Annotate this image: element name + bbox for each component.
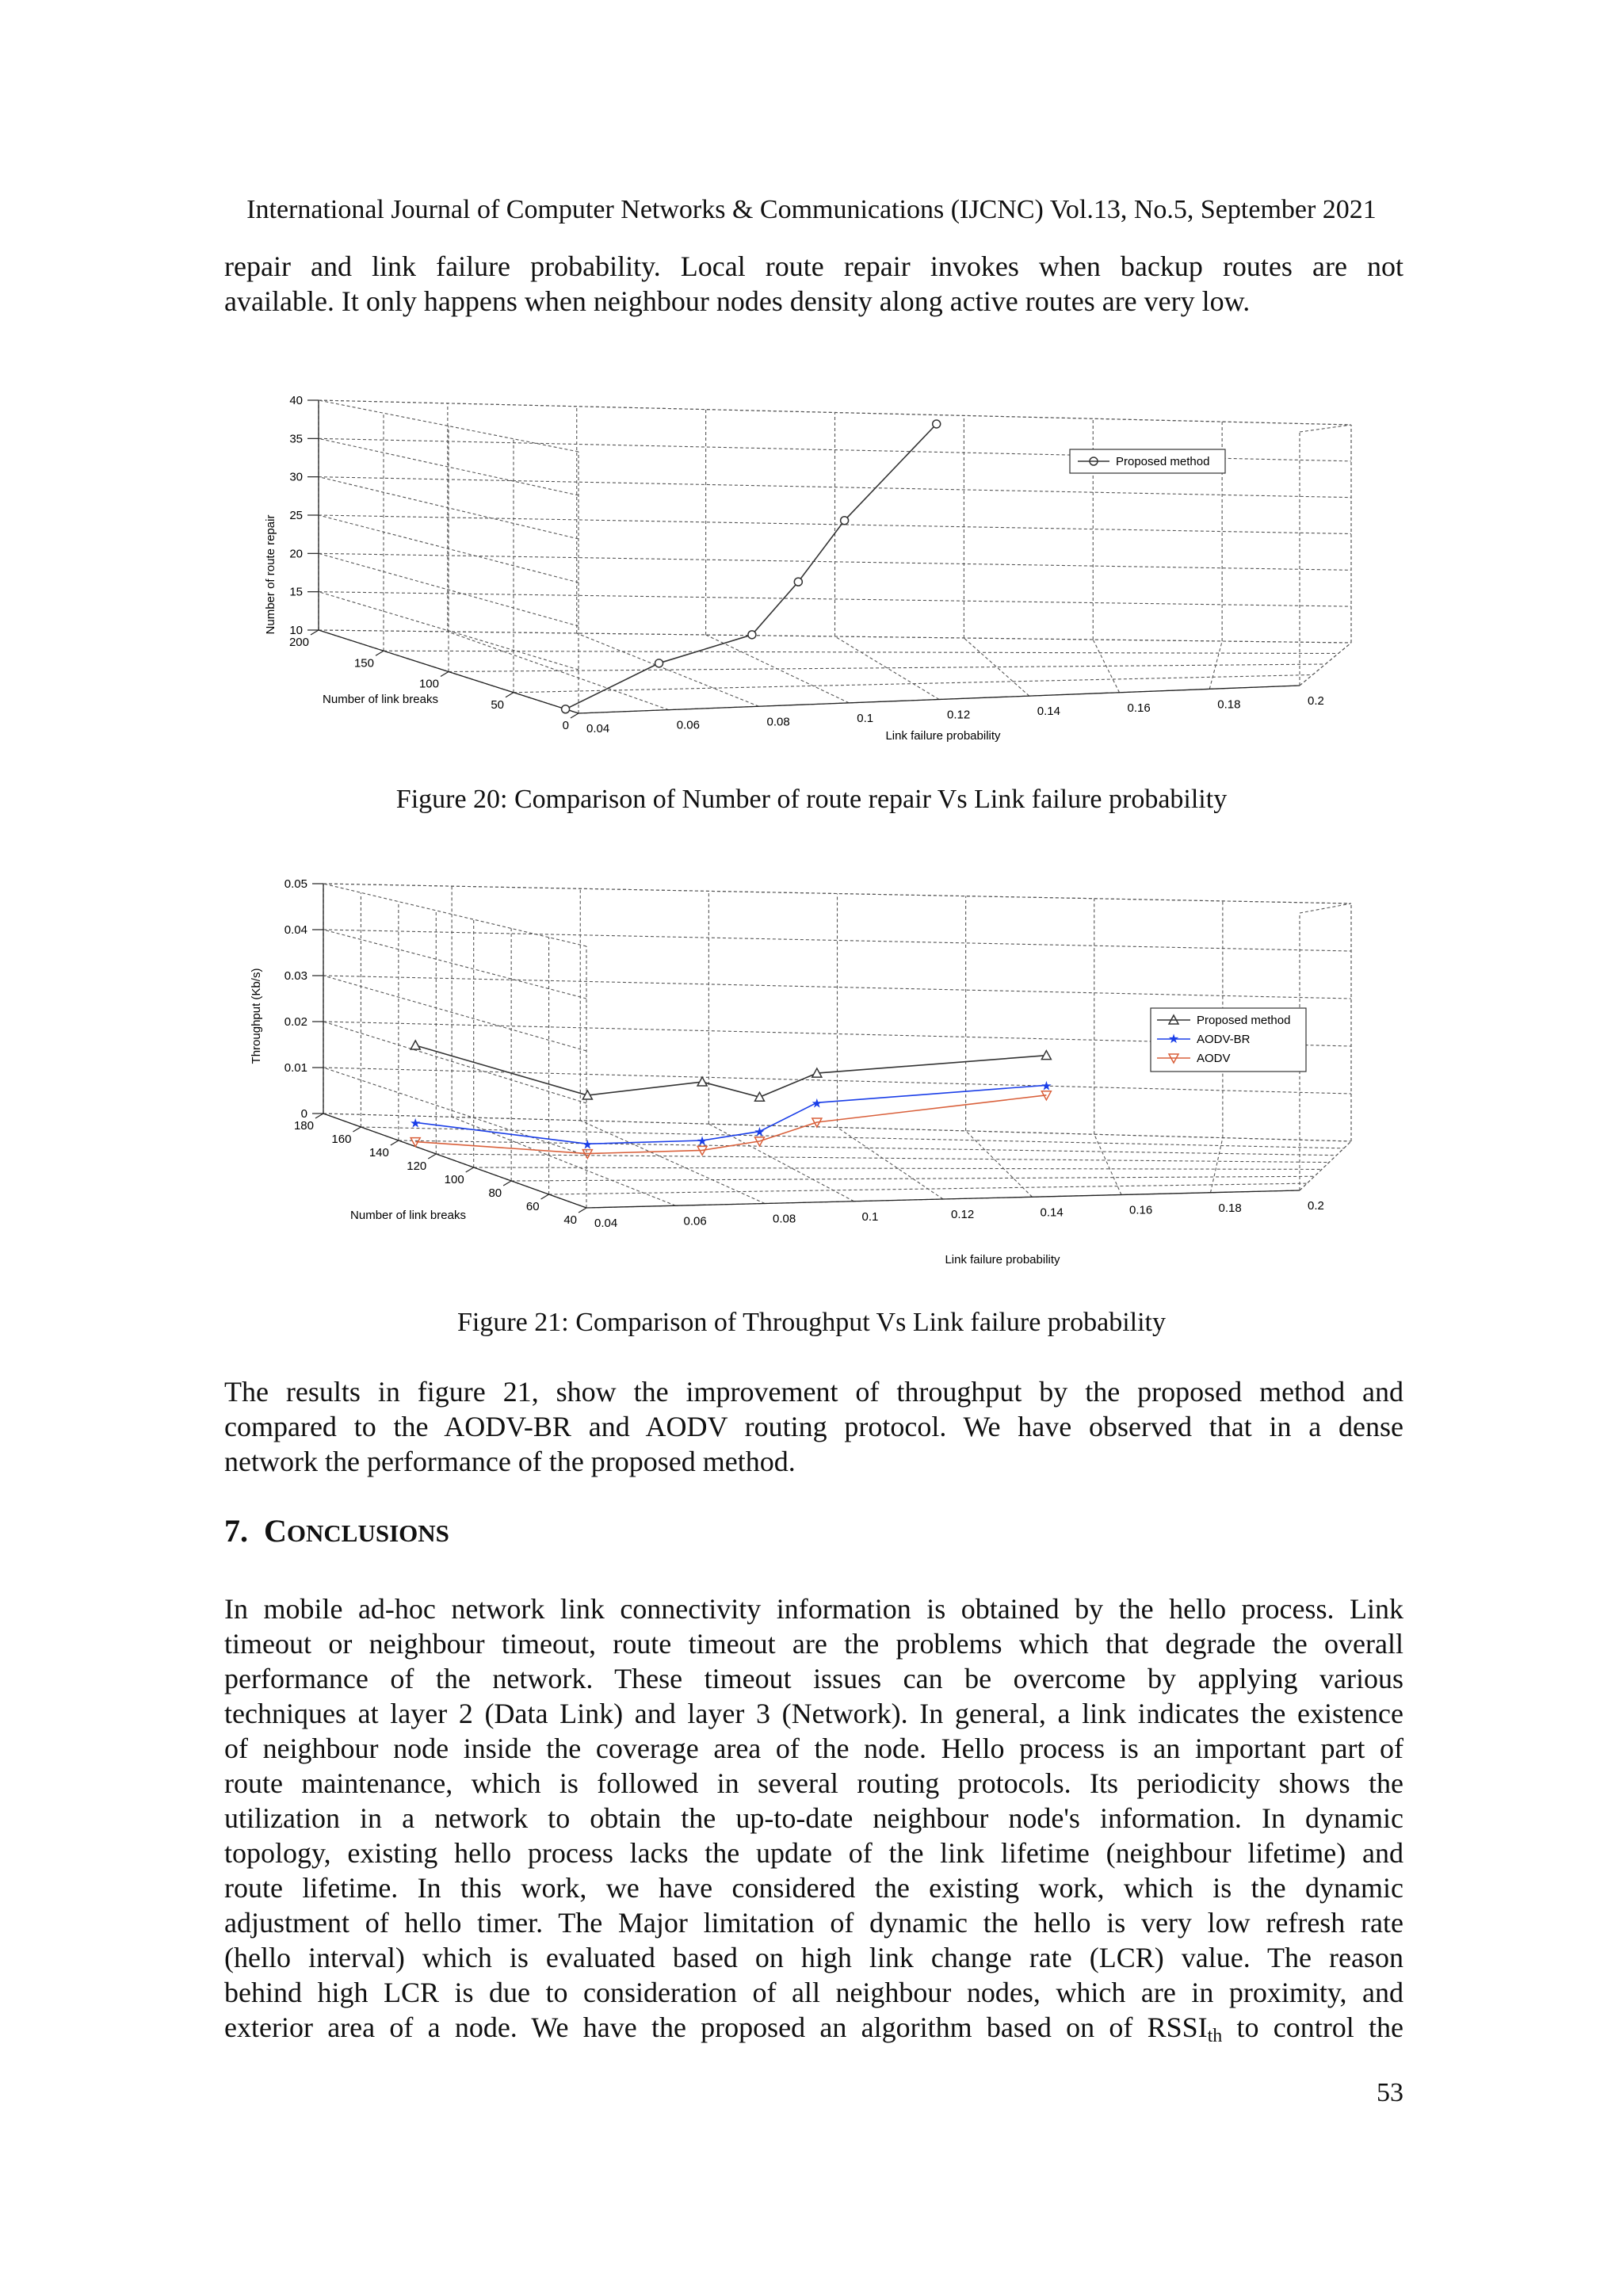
series [410, 1041, 1052, 1159]
data-point [562, 705, 570, 713]
x-tick-label: 0.1 [857, 711, 874, 725]
section-title-initial: C [264, 1513, 287, 1549]
figure-21-chart [246, 850, 1403, 1278]
z-tick-label: 0.03 [284, 969, 307, 983]
z-tick-label: 10 [289, 624, 303, 637]
tick-labels [289, 394, 1324, 735]
x-axis-line [579, 686, 1300, 713]
z-axis-label: Throughput (Kb/s) [250, 968, 263, 1064]
figure-20-caption: Figure 20: Comparison of Number of route repair Vs Link failure probability [395, 785, 1228, 814]
results-line: compared to the AODV-BR and AODV routing protocol. We have observed that in a dense [224, 1411, 1403, 1442]
data-point: ★ [811, 1097, 823, 1111]
data-point [655, 659, 663, 667]
x-tick-label: 0.16 [1129, 1203, 1153, 1217]
z-tick-label: 0.04 [284, 923, 307, 937]
series-line [415, 1085, 1046, 1144]
section-title-rest: ONCLUSIONS [286, 1519, 449, 1547]
z-tick-label: 15 [289, 585, 303, 599]
intro-paragraph [224, 249, 1403, 319]
y-tick [441, 672, 449, 677]
y-tick-label: 40 [563, 1213, 577, 1227]
results-paragraph [224, 1374, 1403, 1479]
y-tick-label: 80 [488, 1186, 502, 1200]
intro-line: repair and link failure probability. Local route repair invokes when backup routes are not [224, 250, 1403, 282]
x-tick-label: 0.04 [594, 1217, 618, 1230]
x-grid-floor [964, 638, 1029, 696]
y-tick [571, 713, 579, 718]
conclusion-line: In mobile ad-hoc network link connectivity information is obtained by the hello process. Link [224, 1593, 1403, 1625]
y-tick [353, 1127, 361, 1132]
conclusion-line: route maintenance, which is followed in several routing protocols. Its periodicity shows the [224, 1767, 1403, 1799]
y-tick [311, 630, 319, 635]
x-tick-label: 0.06 [683, 1214, 707, 1228]
section-number: 7. [224, 1513, 248, 1549]
x-tick-label: 0.12 [951, 1208, 975, 1221]
conclusion-line: techniques at layer 2 (Data Link) and layer 3 (Network). In general, a link indicates the existence [224, 1698, 1403, 1729]
z-grid-left [323, 884, 586, 946]
y-tick-label: 100 [418, 677, 439, 691]
y-axis-label: Number of link breaks [350, 1209, 466, 1222]
y-tick [315, 1114, 323, 1118]
series-line [415, 1045, 1046, 1097]
x-tick-label: 0.18 [1217, 697, 1241, 712]
top-right-edge [1300, 425, 1351, 432]
data-point [933, 420, 941, 428]
y-grid-floor [399, 1140, 1337, 1156]
figure-21-caption: Figure 21: Comparison of Throughput Vs Link failure probability [457, 1308, 1166, 1337]
y-tick [506, 693, 514, 697]
z-tick-label: 0 [300, 1107, 307, 1121]
subscript: th [1207, 2026, 1223, 2046]
y-grid-floor [474, 1167, 1322, 1169]
y-tick-label: 0 [562, 719, 569, 732]
y-tick [579, 1208, 586, 1213]
data-point [697, 1077, 707, 1086]
x-tick-label: 0.08 [773, 1212, 796, 1226]
top-back-edge [319, 400, 1351, 425]
z-tick-label: 0.02 [284, 1015, 307, 1029]
conclusion-paragraph [224, 1591, 1403, 2053]
y-grid-floor [361, 1127, 1343, 1148]
data-point: ★ [582, 1138, 594, 1152]
legend-label-proposed: Proposed method [1197, 1014, 1291, 1027]
z-grid-back [319, 592, 1351, 607]
conclusion-line: adjustment of hello timer. The Major limitation of dynamic the hello is very low refresh rate [224, 1907, 1403, 1939]
data-point [841, 517, 849, 525]
z-tick-label: 25 [289, 509, 303, 522]
y-tick [428, 1154, 436, 1159]
z-tick-label: 0.05 [284, 877, 307, 891]
data-point: ★ [696, 1135, 708, 1149]
x-grid-floor [580, 1121, 765, 1204]
conclusion-line: utilization in a network to obtain the up-to-date neighbour node's information. In dynamic [224, 1802, 1403, 1834]
data-point [1041, 1051, 1051, 1060]
y-tick-label: 140 [369, 1146, 389, 1159]
conclusion-line: performance of the network. These timeout issues can be overcome by applying various [224, 1663, 1403, 1694]
results-line: The results in figure 21, show the improvement of throughput by the proposed method and [224, 1376, 1403, 1408]
y-grid-floor [449, 664, 1326, 672]
x-axis-line [586, 1190, 1300, 1208]
y-tick-label: 200 [288, 636, 309, 649]
x-tick-label: 0.2 [1308, 1199, 1324, 1213]
data-point: ★ [410, 1117, 422, 1131]
legend [1151, 1008, 1306, 1072]
x-axis-label: Link failure probability [885, 729, 1001, 743]
x-tick-label: 0.2 [1308, 694, 1324, 708]
x-axis-label: Link failure probability [945, 1253, 1060, 1266]
legend-label-aodv: AODV [1197, 1052, 1231, 1065]
conclusion-line: timeout or neighbour timeout, route timeout are the problems which that degrade the overall [224, 1628, 1403, 1660]
journal-header: International Journal of Computer Networks & Communications (IJCNC) Vol.13, No.5, September 2021 [246, 195, 1377, 224]
top-right-edge [1300, 904, 1351, 913]
z-tick-label: 30 [289, 470, 303, 484]
y-tick [466, 1167, 474, 1172]
z-grid-left [323, 976, 586, 1051]
conclusion-line: of neighbour node inside the coverage area of the node. Hello process is an important part of [224, 1733, 1403, 1764]
legend-label-aodvbr: AODV-BR [1197, 1033, 1251, 1046]
legend [1070, 449, 1225, 473]
y-tick-label: 180 [293, 1119, 314, 1133]
conclusion-line: topology, existing hello process lacks the update of the link lifetime (neighbour lifetime) and [224, 1837, 1403, 1869]
x-grid-floor [452, 1117, 675, 1205]
z-axis-label: Number of route repair [264, 514, 277, 635]
x-grid-floor [448, 632, 669, 710]
x-tick-label: 0.1 [861, 1209, 879, 1224]
y-tick-label: 100 [444, 1173, 464, 1186]
z-grid-left [323, 930, 586, 999]
y-tick-label: 50 [491, 697, 504, 712]
x-tick-label: 0.16 [1127, 701, 1151, 715]
y-grid-floor [384, 651, 1338, 653]
y-tick-label: 120 [407, 1159, 427, 1173]
x-tick-label: 0.06 [676, 718, 700, 732]
results-line: network the performance of the proposed method. [224, 1446, 796, 1477]
y-tick-label: 150 [353, 656, 374, 670]
y-axis-label: Number of link breaks [323, 693, 438, 706]
legend-label-proposed: Proposed method [1116, 455, 1210, 468]
x-tick-label: 0.14 [1040, 1205, 1064, 1220]
z-tick-label: 20 [289, 547, 303, 561]
x-tick-label: 0.04 [586, 722, 610, 735]
x-tick-label: 0.12 [947, 708, 971, 722]
conclusion-line: (hello interval) which is evaluated based on high link change rate (LCR) value. The reason [224, 1942, 1403, 1973]
y-tick [376, 651, 384, 655]
intro-line: available. It only happens when neighbour nodes density along active routes are very low. [224, 285, 1251, 317]
floor-right-edge [1300, 643, 1351, 686]
data-point [748, 631, 756, 639]
z-grid-left [323, 1022, 586, 1103]
y-tick-label: 60 [525, 1200, 540, 1213]
text-segment: to control the [1222, 2011, 1403, 2043]
y-grid-floor [511, 1176, 1314, 1181]
z-tick-label: 0.01 [284, 1061, 307, 1075]
y-tick [541, 1194, 549, 1199]
data-point [794, 578, 802, 586]
figure-20-chart [254, 361, 1395, 757]
series-line [566, 424, 937, 709]
z-grid-left [323, 1068, 586, 1156]
y-grid-floor [436, 1154, 1329, 1163]
x-tick-label: 0.18 [1218, 1201, 1242, 1215]
x-tick-label: 0.14 [1037, 705, 1060, 719]
section-heading [224, 1512, 449, 1549]
conclusion-line-last [224, 2010, 1403, 2053]
text-segment: exterior area of a node. We have the proposed an algorithm based on of RSSI [224, 2011, 1208, 2043]
data-point: ★ [754, 1125, 766, 1140]
legend-marker-star: ★ [1167, 1033, 1180, 1046]
data-point [411, 1041, 420, 1049]
y-tick-label: 160 [331, 1133, 352, 1146]
y-tick [391, 1140, 399, 1145]
y-tick [503, 1181, 511, 1186]
grid [307, 400, 1351, 718]
page-number: 53 [1377, 2078, 1403, 2107]
x-tick-label: 0.08 [766, 715, 790, 729]
data-point: ★ [1041, 1079, 1052, 1094]
z-tick-label: 35 [289, 432, 303, 446]
conclusion-line: behind high LCR is due to consideration of all neighbour nodes, which are in proximity, and [224, 1977, 1403, 2008]
conclusion-line: route lifetime. In this work, we have considered the existing work, which is the dynamic [224, 1872, 1403, 1904]
z-tick-label: 40 [289, 394, 303, 407]
